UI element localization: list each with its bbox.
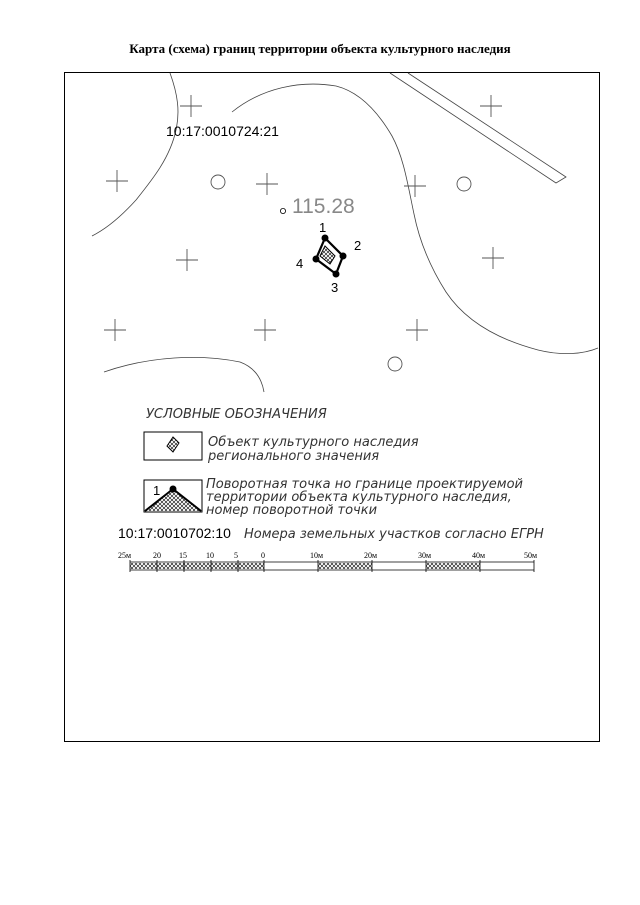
grid-cross [404, 175, 426, 197]
scale-bar [118, 551, 537, 572]
elevation-point-icon [280, 208, 285, 213]
legend-parcel-example: 10:17:0010702:10 [118, 525, 231, 541]
grid-cross [480, 95, 502, 117]
road-outline [390, 73, 566, 183]
grid-cross [406, 319, 428, 341]
grid-cross [176, 249, 198, 271]
contour-lines [92, 73, 598, 392]
contour-line-bottom [104, 357, 264, 392]
scale-label: 10м [310, 551, 324, 560]
grid-cross [106, 170, 128, 192]
turning-point-1-icon [322, 235, 329, 242]
grid-cross [256, 173, 278, 195]
elevation-label: 115.28 [292, 195, 355, 218]
survey-circle [211, 175, 225, 189]
legend-turning-point-number: 1 [153, 483, 161, 498]
legend-item-1-line-2: регионального значения [208, 449, 380, 464]
turning-point-3-icon [333, 271, 340, 278]
legend-item-1-line-1: Объект культурного наследия [208, 435, 419, 450]
legend-item-2-line-3: номер поворотной точки [206, 503, 378, 518]
legend-item-2-line-1: Поворотная точка но границе проектируемой [206, 477, 523, 492]
turning-point-4-icon [313, 256, 320, 263]
scale-label: 15 [179, 551, 187, 560]
page-title: Карта (схема) границ территории объекта культурного наследия [129, 41, 511, 56]
turning-point-2-label: 2 [354, 238, 362, 253]
contour-line-right [232, 84, 598, 354]
scale-label: 20м [364, 551, 378, 560]
legend-item-2-line-2: территории объекта культурного наследия, [206, 490, 512, 505]
scale-label: 30м [418, 551, 432, 560]
turning-point-1-label: 1 [319, 220, 327, 235]
scale-label: 50м [524, 551, 538, 560]
scale-label: 5 [234, 551, 238, 560]
grid-crosses [104, 95, 504, 341]
heritage-object [313, 235, 347, 278]
grid-cross [254, 319, 276, 341]
grid-cross [180, 95, 202, 117]
legend-heading: УСЛОВНЫЕ ОБОЗНАЧЕНИЯ [146, 407, 327, 422]
turning-point-3-label: 3 [331, 280, 339, 295]
survey-circle [388, 357, 402, 371]
turning-point-2-icon [340, 253, 347, 260]
legend-item-3-line-1: Номера земельных участков согласно ЕГРН [244, 527, 544, 542]
grid-cross [104, 319, 126, 341]
scale-label: 25м [118, 551, 132, 560]
turning-point-4-label: 4 [296, 256, 304, 271]
contour-line-left [92, 73, 178, 236]
survey-circle [457, 177, 471, 191]
parcel-label: 10:17:0010724:21 [166, 123, 279, 139]
scale-label: 0 [261, 551, 265, 560]
scale-label: 10 [206, 551, 214, 560]
turning-point-icon [170, 486, 177, 493]
legend [118, 407, 544, 542]
grid-cross [482, 247, 504, 269]
scale-label: 40м [472, 551, 486, 560]
scale-label: 20 [153, 551, 161, 560]
